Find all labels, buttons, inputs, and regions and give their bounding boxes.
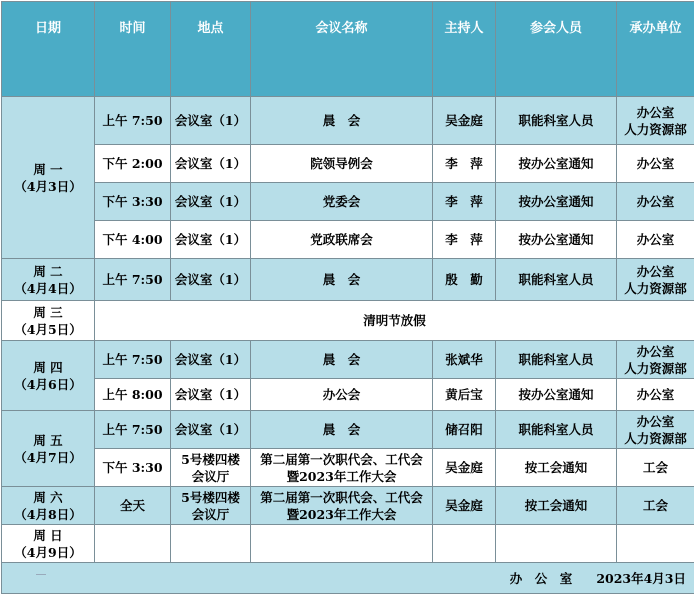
host-cell: 吴金庭 — [433, 449, 496, 487]
attendees-cell: 职能科室人员 — [496, 97, 617, 145]
organizer-cell: 工会 — [617, 487, 694, 525]
organizer-cell: 办公室 — [617, 183, 694, 221]
day-cell-mon — [2, 97, 95, 259]
attendees-cell: 按办公室通知 — [496, 379, 617, 411]
place-cell: 会议室（1） — [171, 379, 251, 411]
day-label: 周 六 — [2, 489, 94, 506]
attendees-cell: 按办公室通知 — [496, 221, 617, 259]
meeting-name-line: 第二届第一次职代会、工代会 — [251, 451, 432, 468]
header-organizer: 承办单位 — [617, 2, 694, 97]
empty-cell — [433, 525, 496, 563]
day-cell-fri — [2, 411, 95, 487]
place-cell: 会议室（1） — [171, 259, 251, 301]
day-date: （4月9日） — [2, 544, 94, 561]
header-date: 日期 — [2, 2, 95, 97]
time-cell: 下午 3:30 — [95, 183, 171, 221]
empty-cell — [496, 525, 617, 563]
organizer-cell: 办公室 — [617, 379, 694, 411]
meeting-name-cell: 办公会 — [251, 379, 433, 411]
table-row — [2, 97, 694, 145]
header-time: 时间 — [95, 2, 171, 97]
table-row — [2, 379, 694, 411]
organizer-line: 人力资源部 — [617, 280, 694, 297]
place-cell: 会议室（1） — [171, 341, 251, 379]
meeting-name-cell — [251, 487, 433, 525]
place-cell — [171, 449, 251, 487]
header-place: 地点 — [171, 2, 251, 97]
attendees-cell: 按工会通知 — [496, 487, 617, 525]
decorative-line — [36, 574, 46, 575]
table-row — [2, 449, 694, 487]
meeting-name-line: 第二届第一次职代会、工代会 — [251, 489, 432, 506]
table-row — [2, 525, 694, 563]
meeting-schedule-table — [1, 1, 694, 594]
day-cell-wed — [2, 301, 95, 341]
table-row — [2, 301, 694, 341]
organizer-line: 人力资源部 — [617, 430, 694, 447]
time-cell: 下午 2:00 — [95, 145, 171, 183]
day-date: （4月7日） — [2, 449, 94, 466]
time-cell: 上午 7:50 — [95, 97, 171, 145]
header-attendees: 参会人员 — [496, 2, 617, 97]
organizer-cell — [617, 259, 694, 301]
table-row — [2, 411, 694, 449]
day-date: （4月8日） — [2, 506, 94, 523]
meeting-name-cell: 晨 会 — [251, 411, 433, 449]
organizer-cell: 办公室 — [617, 145, 694, 183]
place-line: 5号楼四楼 — [171, 451, 250, 468]
organizer-cell: 办公室 — [617, 221, 694, 259]
place-line: 会议厅 — [171, 506, 250, 523]
day-date: （4月5日） — [2, 321, 94, 338]
meeting-name-cell: 党委会 — [251, 183, 433, 221]
footer-row — [2, 563, 694, 594]
holiday-cell: 清明节放假 — [95, 301, 694, 341]
place-line: 5号楼四楼 — [171, 489, 250, 506]
meeting-name-cell — [251, 449, 433, 487]
organizer-line: 人力资源部 — [617, 121, 694, 138]
host-cell: 储召阳 — [433, 411, 496, 449]
organizer-cell: 工会 — [617, 449, 694, 487]
footer-cell — [2, 563, 694, 594]
day-label: 周 二 — [2, 263, 94, 280]
header-meeting-name: 会议名称 — [251, 2, 433, 97]
time-cell: 上午 7:50 — [95, 341, 171, 379]
day-label: 周 一 — [2, 161, 94, 178]
meeting-name-cell: 党政联席会 — [251, 221, 433, 259]
organizer-line: 办公室 — [617, 104, 694, 121]
host-cell: 李 萍 — [433, 183, 496, 221]
attendees-cell: 职能科室人员 — [496, 341, 617, 379]
organizer-line: 办公室 — [617, 343, 694, 360]
empty-cell — [617, 525, 694, 563]
day-date: （4月3日） — [2, 178, 94, 195]
meeting-name-cell: 晨 会 — [251, 259, 433, 301]
host-cell: 殷 勤 — [433, 259, 496, 301]
host-cell: 李 萍 — [433, 145, 496, 183]
attendees-cell: 职能科室人员 — [496, 411, 617, 449]
attendees-cell: 按工会通知 — [496, 449, 617, 487]
host-cell: 黄后宝 — [433, 379, 496, 411]
day-cell-sat — [2, 487, 95, 525]
day-label: 周 五 — [2, 432, 94, 449]
place-cell: 会议室（1） — [171, 97, 251, 145]
meeting-name-line: 暨2023年工作大会 — [251, 468, 432, 485]
attendees-cell: 按办公室通知 — [496, 145, 617, 183]
table-row — [2, 259, 694, 301]
time-cell: 上午 7:50 — [95, 411, 171, 449]
time-cell: 下午 3:30 — [95, 449, 171, 487]
host-cell: 吴金庭 — [433, 487, 496, 525]
empty-cell — [171, 525, 251, 563]
place-cell: 会议室（1） — [171, 411, 251, 449]
meeting-name-cell: 晨 会 — [251, 97, 433, 145]
table-row — [2, 487, 694, 525]
table-row — [2, 341, 694, 379]
day-cell-tue — [2, 259, 95, 301]
time-cell: 全天 — [95, 487, 171, 525]
time-cell: 下午 4:00 — [95, 221, 171, 259]
day-label: 周 日 — [2, 527, 94, 544]
host-cell: 李 萍 — [433, 221, 496, 259]
header-host: 主持人 — [433, 2, 496, 97]
organizer-line: 办公室 — [617, 413, 694, 430]
organizer-cell — [617, 97, 694, 145]
day-label: 周 四 — [2, 359, 94, 376]
attendees-cell: 按办公室通知 — [496, 183, 617, 221]
organizer-cell — [617, 411, 694, 449]
empty-cell — [251, 525, 433, 563]
meeting-name-line: 暨2023年工作大会 — [251, 506, 432, 523]
time-cell: 上午 7:50 — [95, 259, 171, 301]
footer-office: 办 公 室 — [510, 571, 573, 586]
table-row — [2, 145, 694, 183]
place-cell: 会议室（1） — [171, 183, 251, 221]
footer-date: 2023年4月3日 — [596, 571, 686, 586]
time-cell: 上午 8:00 — [95, 379, 171, 411]
meeting-name-cell: 晨 会 — [251, 341, 433, 379]
place-line: 会议厅 — [171, 468, 250, 485]
day-cell-thu — [2, 341, 95, 411]
meeting-name-cell: 院领导例会 — [251, 145, 433, 183]
day-date: （4月6日） — [2, 376, 94, 393]
header-row — [2, 2, 694, 97]
place-cell — [171, 487, 251, 525]
organizer-cell — [617, 341, 694, 379]
day-cell-sun — [2, 525, 95, 563]
place-cell: 会议室（1） — [171, 221, 251, 259]
empty-cell — [95, 525, 171, 563]
organizer-line: 办公室 — [617, 263, 694, 280]
host-cell: 张斌华 — [433, 341, 496, 379]
day-date: （4月4日） — [2, 280, 94, 297]
table-row — [2, 221, 694, 259]
organizer-line: 人力资源部 — [617, 360, 694, 377]
table-row — [2, 183, 694, 221]
place-cell: 会议室（1） — [171, 145, 251, 183]
host-cell: 吴金庭 — [433, 97, 496, 145]
attendees-cell: 职能科室人员 — [496, 259, 617, 301]
day-label: 周 三 — [2, 304, 94, 321]
